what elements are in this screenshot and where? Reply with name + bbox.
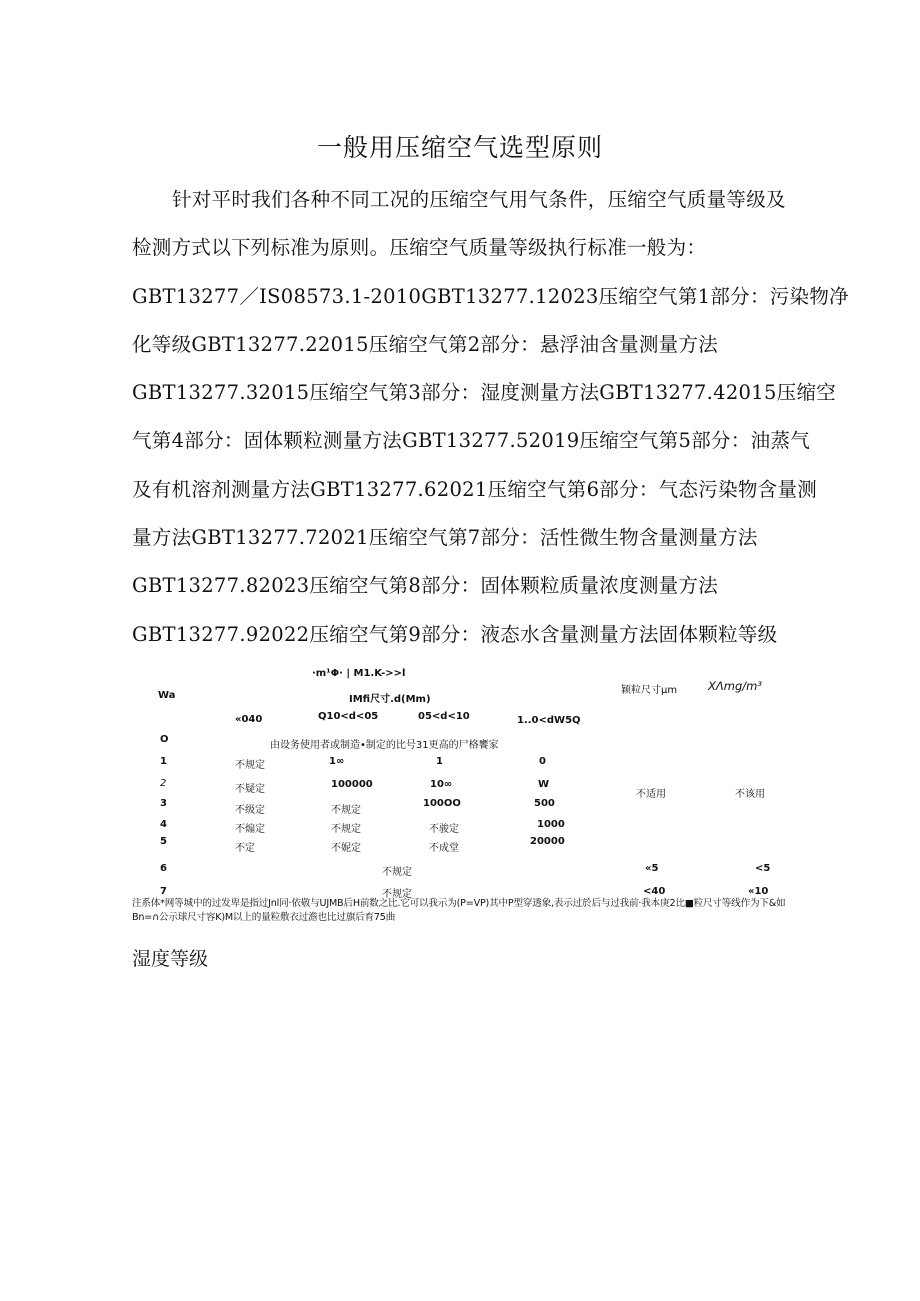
- table-cell: 1: [436, 756, 443, 767]
- row-grade: 3: [160, 798, 167, 809]
- page-title: 一般用压缩空气选型原则: [316, 133, 603, 162]
- table-cell: «5: [645, 863, 659, 874]
- table-cell-na: 不适用: [636, 789, 666, 800]
- row-grade: 7: [160, 886, 167, 897]
- table-cell: 不疑定: [235, 784, 265, 795]
- paragraph: [132, 176, 849, 659]
- col-grade-header: Wa: [158, 690, 176, 701]
- table-cell-na: 不该用: [735, 789, 765, 800]
- paragraph-line: 化等级GBT13277.22015压缩空气第2部分：悬浮油含量测量方法: [132, 332, 719, 356]
- table-cell: W: [538, 779, 550, 790]
- table-head-2: IMfi尺寸.d(Mm): [349, 694, 431, 705]
- paragraph-line: 量方法GBT13277.72021压缩空气第7部分：活性微生物含量测量方法: [132, 526, 758, 550]
- table-cell: 0: [539, 756, 546, 767]
- table-cell: 不规定: [331, 805, 361, 816]
- table-cell: 不煽定: [235, 824, 265, 835]
- table-cell: 1∞: [329, 756, 345, 767]
- row-grade: 2: [160, 778, 167, 789]
- table-cell: 500: [534, 798, 555, 809]
- table-cell: «10: [748, 886, 769, 897]
- paragraph-line: GBT13277／IS08573.1-2010GBT13277.12023压缩空气第1部分：污染物净: [132, 284, 849, 308]
- table-cell: 不成堂: [429, 843, 459, 854]
- col-size-header: 颖粒尺寸μm: [621, 685, 678, 696]
- table-cell: 不规定: [382, 867, 412, 878]
- row-text: 由设务使用者或制造•制定的比号31更高的尸格饔家: [270, 740, 499, 751]
- sub-header: Q10<d<05: [318, 711, 379, 722]
- sub-header: «040: [235, 714, 263, 725]
- paragraph-line: 检测方式以下列标准为原则。压缩空气质量等级执行标准一般为：: [132, 236, 707, 260]
- table-cell: 不骏定: [429, 824, 459, 835]
- table-cell: <5: [755, 863, 771, 874]
- table-note: 注系体*网等城中的过发卑是指过Jnl同·依敬与UJMB后H前数之比.它可以我示为(P=VP)其中P型穿透象,表示过於后与过我前·我本庚2比■粒尺寸等线作为下&如Bn=∩公示球尺寸容K)M以上的量粒敷衣过澹也比过旗后育75曲: [132, 898, 786, 923]
- row-grade: O: [160, 734, 169, 745]
- sub-header: 05<d<10: [418, 711, 470, 722]
- paragraph-line: 针对平时我们各种不同工况的压缩空气用气条件，压缩空气质量等级及: [172, 188, 786, 211]
- paragraph-line: 气第4部分：固体颗粒测量方法GBT13277.52019压缩空气第5部分：油蒸气: [132, 429, 810, 453]
- table-cell: 不规定: [382, 889, 412, 900]
- sub-header: 1..0<dW5Q: [517, 715, 581, 726]
- table-cell: 10∞: [430, 779, 453, 790]
- row-grade: 5: [160, 836, 167, 847]
- table-cell: 不定: [235, 843, 255, 854]
- table-cell: 1000: [537, 819, 565, 830]
- paragraph-line: 及有机溶剂测量方法GBT13277.62021压缩空气第6部分：气态污染物含量测: [132, 477, 818, 501]
- col-conc-header: XΛmg/m³: [708, 679, 762, 693]
- table-cell: 20000: [530, 836, 565, 847]
- table-cell: 不级定: [235, 805, 265, 816]
- table-cell: 100000: [331, 779, 373, 790]
- paragraph-line: GBT13277.32015压缩空气第3部分：湿度测量方法GBT13277.42015压缩空: [132, 381, 837, 405]
- paragraph-line: GBT13277.92022压缩空气第9部分：液态水含量测量方法固体颗粒等级: [132, 622, 778, 646]
- paragraph-line: GBT13277.82023压缩空气第8部分：固体颗粒质量浓度测量方法: [132, 574, 719, 598]
- row-grade: 4: [160, 819, 167, 830]
- table-cell: 不妮定: [331, 843, 361, 854]
- table-cell: <40: [643, 886, 666, 897]
- row-grade: 6: [160, 863, 167, 874]
- table-cell: 不规定: [235, 760, 265, 771]
- table-cell: 不规定: [331, 824, 361, 835]
- section-heading: 湿度等级: [132, 948, 209, 970]
- table-cell: 100OO: [423, 798, 461, 809]
- table-head-1: ·m¹Φ· | M1.K->>l: [312, 668, 406, 679]
- row-grade: 1: [160, 756, 167, 767]
